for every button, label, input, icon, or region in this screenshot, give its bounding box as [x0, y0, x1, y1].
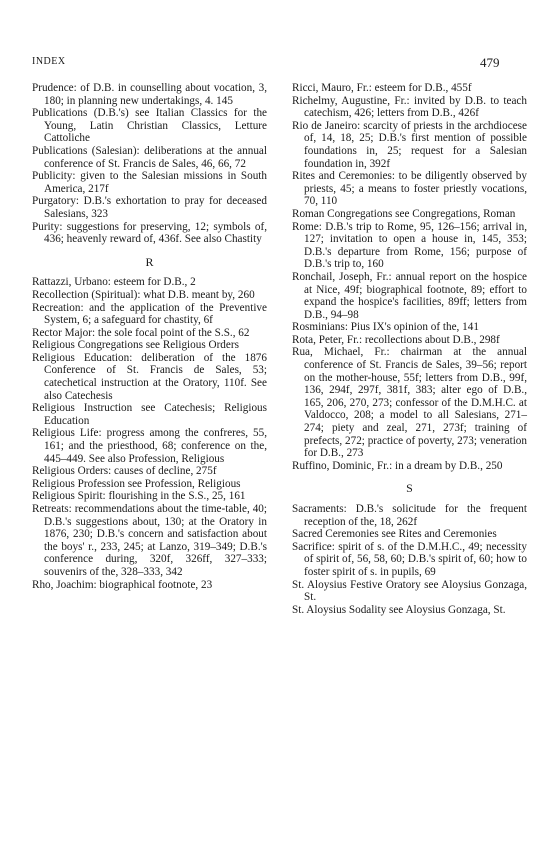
- index-entry: Rua, Michael, Fr.: chairman at the annual conference of St. Francis de Sales, 39–56; report on the mother-house, 55f; letters from D.B., 99f, 136, 294f, 297f, 381f, 383; alter ego of D.B., 165, 206, 270, 273; confessor of the D.M.H.C. at Valdocco, 208; a model to all Salesians, 271–274; piety and zeal, 271, 273f; training of prefects, 272; practice of poverty, 273; veneration for D.B., 273: [292, 346, 527, 460]
- index-entry: Publications (D.B.'s) see Italian Classics for the Young, Latin Christian Classics, Letture Cattoliche: [32, 107, 267, 145]
- index-column-left: [32, 82, 267, 591]
- index-column-right: [292, 82, 527, 616]
- index-entry: Rattazzi, Urbano: esteem for D.B., 2: [32, 276, 196, 289]
- index-entry: Rites and Ceremonies: to be diligently observed by priests, 45; a means to foster priestly vocations, 70, 110: [292, 170, 527, 208]
- index-entry: Roman Congregations see Congregations, Roman: [292, 207, 516, 220]
- index-entry: Sacred Ceremonies see Rites and Ceremonies: [292, 528, 497, 541]
- index-entry: Sacrifice: spirit of s. of the D.M.H.C., 49; necessity of spirit of, 56, 58, 60; D.B.'s spirit of, 60; how to foster spirit of s. in pupils, 69: [292, 540, 527, 578]
- index-entry: Sacraments: D.B.'s solicitude for the frequent reception of the, 18, 262f: [292, 503, 527, 528]
- index-entry: St. Aloysius Festive Oratory see Aloysius Gonzaga, St.: [292, 578, 527, 604]
- index-entry: Ronchail, Joseph, Fr.: annual report on the hospice at Nice, 49f; biographical footnote, 89; effort to expand the hospice's facilities, 89ff; letters from D.B., 94–98: [292, 270, 527, 321]
- section-letter: R: [145, 254, 154, 269]
- index-entry: Rector Major: the sole focal point of the S.S., 62: [32, 326, 250, 339]
- index-entry: Recreation: and the application of the Preventive System, 6; a safeguard for chastity, 6f: [32, 301, 267, 327]
- index-entry: Retreats: recommendations about the time-table, 40; D.B.'s suggestions about, 130; at the Oratory in 1876, 230; D.B.'s concern and satisfaction about the boys' r., 233, 245; at Lanzo, 319–349; D.B.'s conference during, 320f, 326ff, 327–333; souvenirs of the, 328–333, 342: [32, 503, 267, 578]
- index-entry: Religious Instruction see Catechesis; Religious Education: [32, 402, 267, 427]
- index-entry: Rosminians: Pius IX's opinion of the, 141: [292, 321, 479, 334]
- index-entry: Publicity: given to the Salesian missions in South America, 217f: [32, 170, 267, 195]
- index-entry: Purgatory: D.B.'s exhortation to pray for deceased Salesians, 323: [32, 195, 267, 220]
- index-entry: Ricci, Mauro, Fr.: esteem for D.B., 455f: [292, 82, 472, 94]
- index-entry: Religious Congregations see Religious Orders: [32, 339, 239, 352]
- index-entry: Recollection (Spiritual): what D.B. meant by, 260: [32, 288, 255, 301]
- index-entry: Purity: suggestions for preserving, 12; symbols of, 436; heavenly reward of, 436f. See also Chastity: [32, 220, 267, 246]
- index-entry: Richelmy, Augustine, Fr.: invited by D.B. to teach catechism, 426; letters from D.B., 426f: [292, 94, 527, 120]
- index-entry: Religious Life: progress among the confreres, 55, 161; and the priesthood, 68; conference on the, 445–449. See also Profession, Religious: [32, 427, 267, 465]
- index-entry: Prudence: of D.B. in counselling about vocation, 3, 180; in planning new undertakings, 4. 145: [32, 82, 267, 107]
- index-entry: Rota, Peter, Fr.: recollections about D.B., 298f: [292, 333, 500, 346]
- index-entry: St. Aloysius Sodality see Aloysius Gonzaga, St.: [292, 603, 506, 616]
- index-entry: Rome: D.B.'s trip to Rome, 95, 126–156; arrival in, 127; invitation to open a house in, 145, 353; D.B.'s departure from Rome, 156; purpose of D.B.'s trip to, 160: [292, 220, 527, 271]
- section-letter: S: [406, 481, 413, 496]
- index-entry: Religious Orders: causes of decline, 275f: [32, 465, 217, 478]
- running-header: INDEX: [32, 56, 66, 67]
- index-entry: Religious Profession see Profession, Religious: [32, 477, 241, 490]
- page-number: 479: [480, 55, 500, 70]
- index-entry: Religious Education: deliberation of the 1876 Conference of St. Francis de Sales, 53; catechetical instruction at the Oratory, 110f. See also Catechesis: [32, 351, 267, 402]
- index-entry: Rio de Janeiro: scarcity of priests in the archdiocese of, 14, 18, 25; D.B.'s first mention of possible foundations in, 25; request for a Salesian foundation in, 392f: [292, 119, 527, 170]
- index-entry: Publications (Salesian): deliberations at the annual conference of St. Francis de Sales, 46, 66, 72: [32, 144, 267, 170]
- index-entry: Rho, Joachim: biographical footnote, 23: [32, 578, 213, 591]
- index-entry: Religious Spirit: flourishing in the S.S., 25, 161: [32, 490, 246, 503]
- index-entry: Ruffino, Dominic, Fr.: in a dream by D.B., 250: [292, 459, 503, 472]
